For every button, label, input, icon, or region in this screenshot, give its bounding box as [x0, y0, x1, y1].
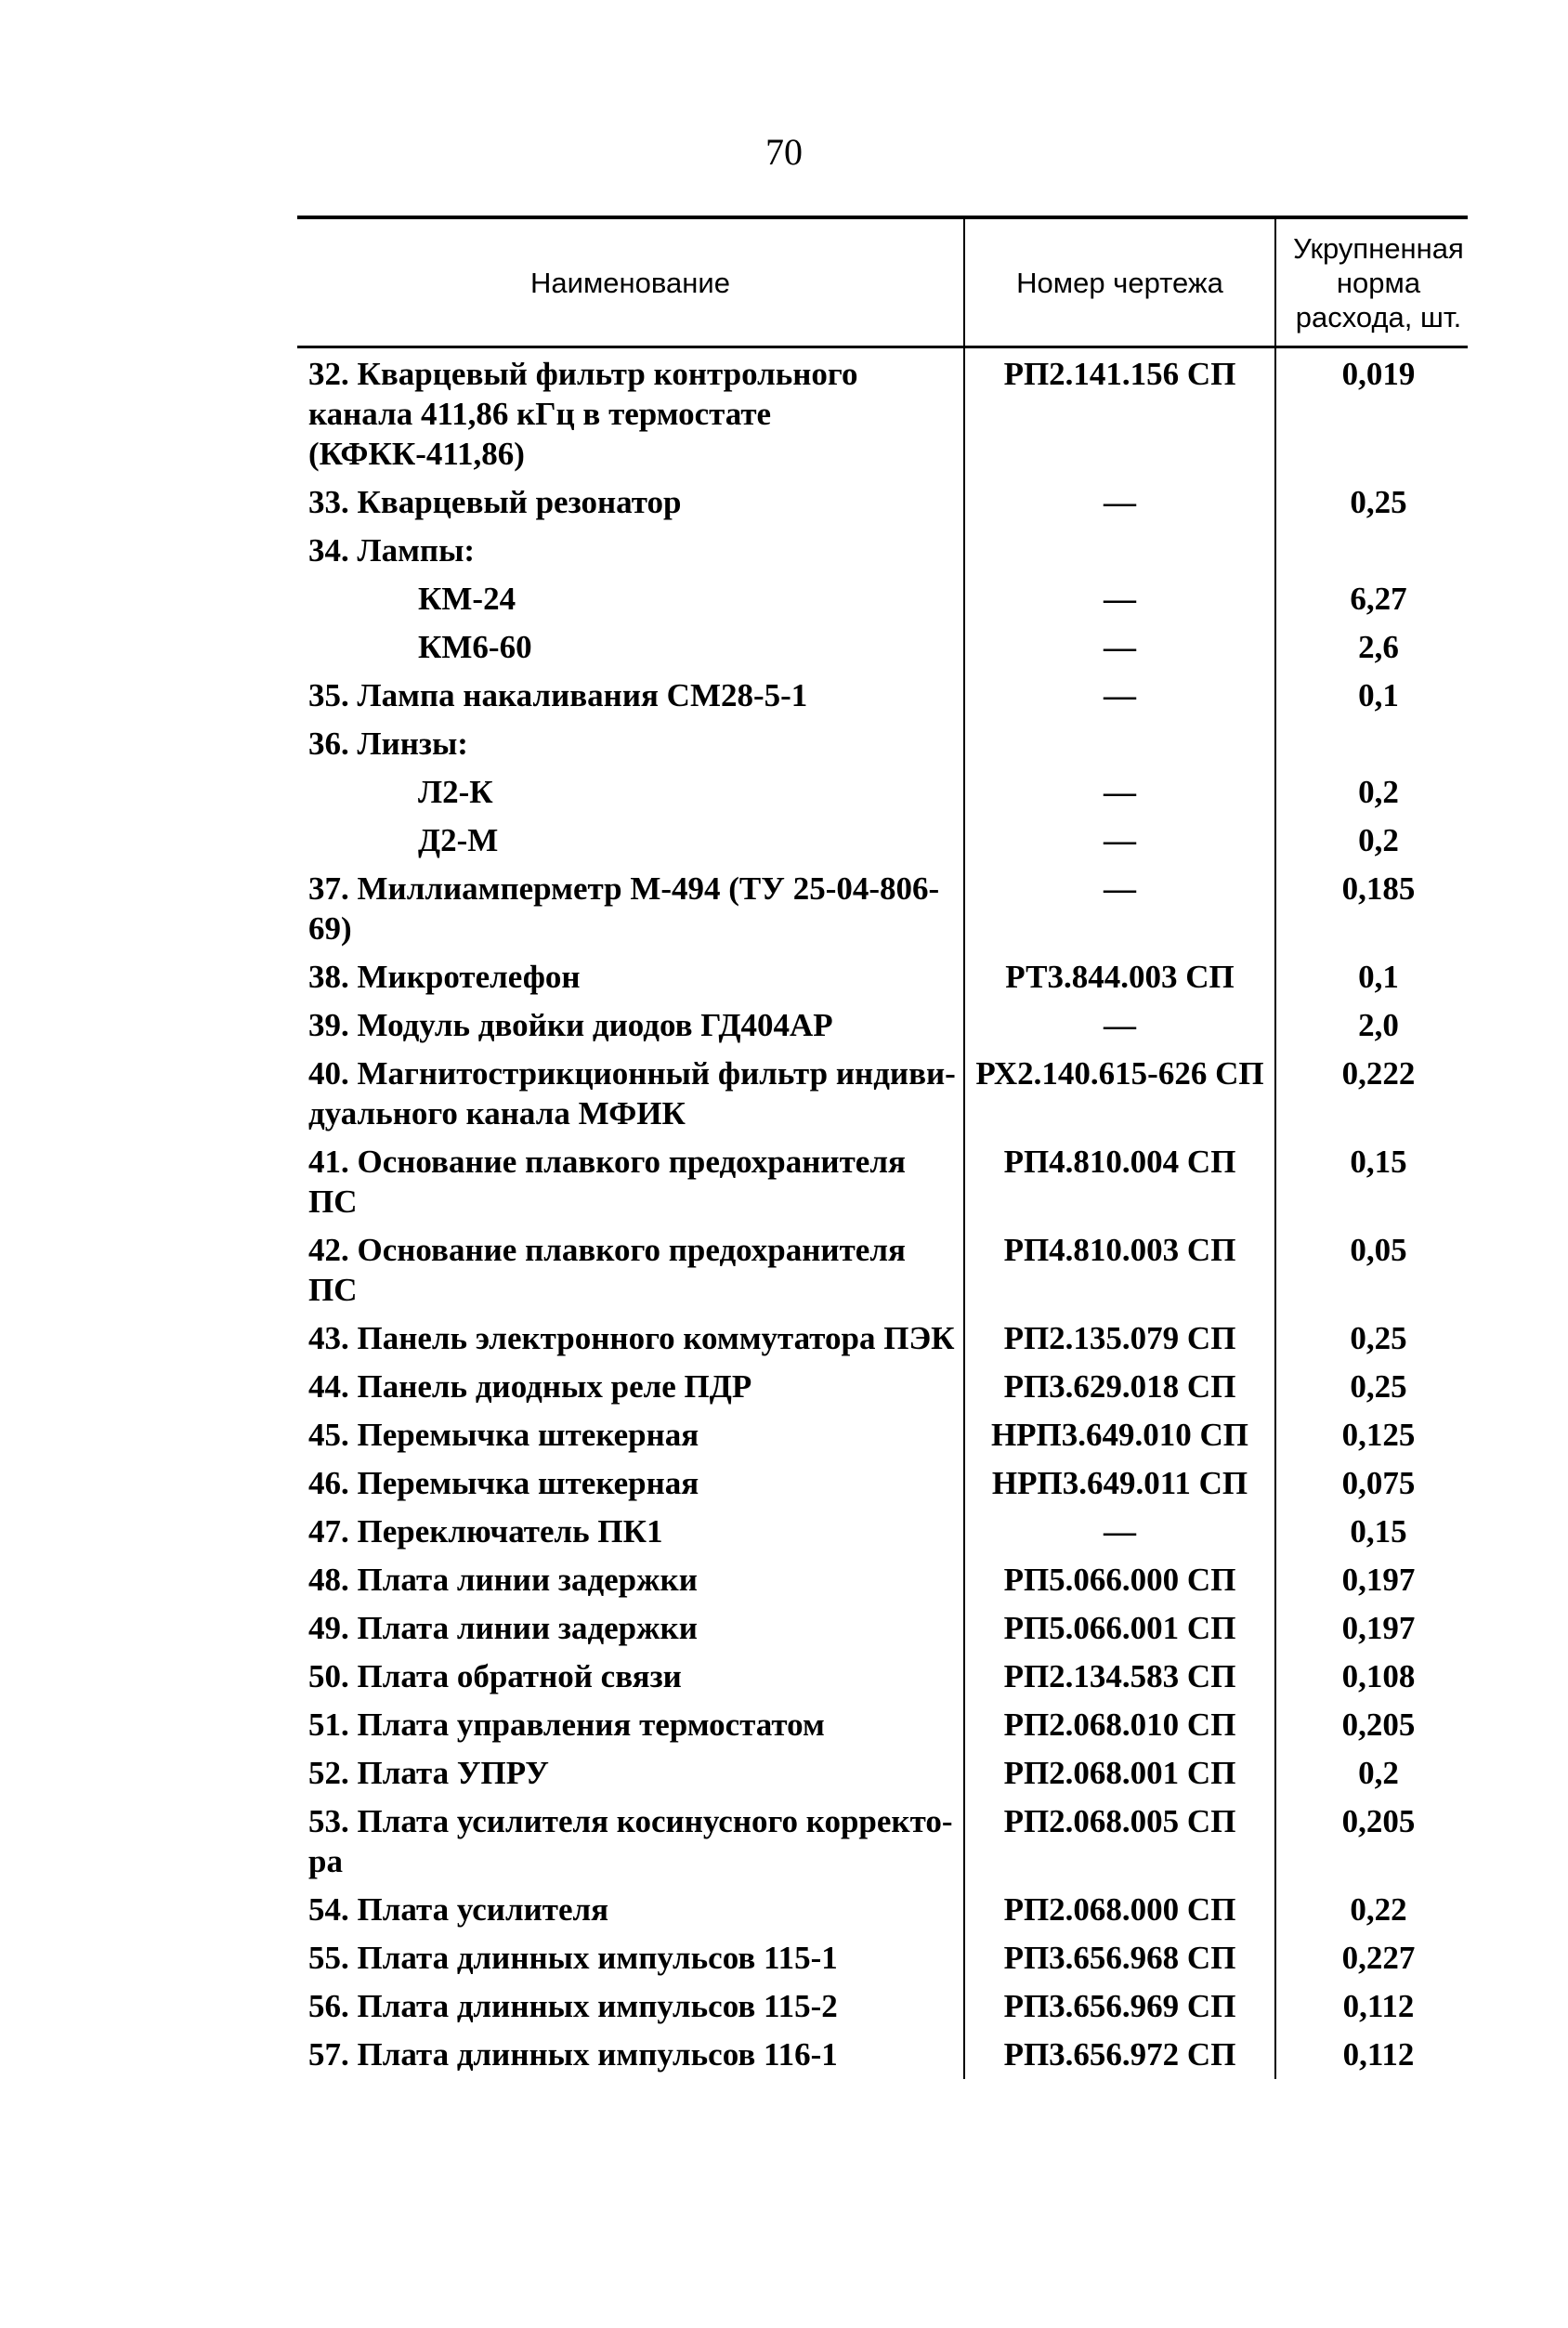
page-number: 70 [765, 131, 803, 173]
drawing-number: РП5.066.001 СП [964, 1604, 1275, 1653]
norm-value: 0,1 [1275, 953, 1468, 1001]
header-norm-line1: Укрупненная [1293, 231, 1464, 265]
norm-value: 2,6 [1275, 623, 1468, 672]
norm-value: 0,1 [1275, 672, 1468, 720]
item-name: 49. Плата линии задержки [308, 1610, 698, 1646]
drawing-number: — [964, 478, 1275, 527]
drawing-number: РП2.141.156 СП [964, 347, 1275, 479]
table-row [297, 1749, 1468, 1798]
norm-value: 0,2 [1275, 1749, 1468, 1798]
item-name: 40. Магнитострикционный фильтр индиви-дуального канала МФИК [308, 1055, 956, 1131]
item-name: 56. Плата длинных импульсов 115-2 [308, 1988, 838, 2024]
drawing-number: НРП3.649.011 СП [964, 1459, 1275, 1508]
drawing-number: — [964, 865, 1275, 953]
item-name: 35. Лампа накаливания СМ28-5-1 [308, 677, 808, 713]
table-row [297, 1556, 1468, 1604]
item-name: 33. Кварцевый резонатор [308, 484, 682, 520]
item-name: 54. Плата усилителя [308, 1891, 609, 1928]
drawing-number: РП2.068.001 СП [964, 1749, 1275, 1798]
norm-value: 0,019 [1275, 347, 1468, 479]
drawing-number: — [964, 768, 1275, 817]
header-name: Наименование [297, 217, 964, 347]
drawing-number: РП4.810.003 СП [964, 1226, 1275, 1314]
drawing-number: РП3.629.018 СП [964, 1363, 1275, 1411]
table-row [297, 1314, 1468, 1363]
norm-value: 0,25 [1275, 478, 1468, 527]
item-name: 51. Плата управления термостатом [308, 1707, 825, 1743]
norm-value: 0,108 [1275, 1653, 1468, 1701]
drawing-number: — [964, 1508, 1275, 1556]
item-name: 46. Перемычка штекерная [308, 1465, 699, 1501]
table-row [297, 347, 1468, 479]
drawing-number [964, 720, 1275, 768]
table-row [297, 1982, 1468, 2031]
drawing-number: РХ2.140.615-626 СП [964, 1050, 1275, 1138]
header-drawing-number: Номер чертежа [964, 217, 1275, 347]
header-norm-line2: норма [1336, 266, 1421, 299]
norm-value: 0,075 [1275, 1459, 1468, 1508]
item-name: 34. Лампы: [308, 532, 476, 569]
norm-value: 0,125 [1275, 1411, 1468, 1459]
item-name: 42. Основание плавкого предохранителя ПС [308, 1232, 906, 1308]
item-name: 55. Плата длинных импульсов 115-1 [308, 1940, 838, 1976]
header-norm [1275, 217, 1468, 347]
item-name: 44. Панель диодных реле ПДР [308, 1368, 752, 1405]
norm-value: 0,15 [1275, 1138, 1468, 1226]
table-row [297, 1886, 1468, 1934]
item-name: 57. Плата длинных импульсов 116-1 [308, 2036, 838, 2073]
drawing-number: НРП3.649.010 СП [964, 1411, 1275, 1459]
item-name: 53. Плата усилителя косинусного корректо-ра [308, 1803, 953, 1879]
table-row [297, 2031, 1468, 2079]
norm-value: 0,22 [1275, 1886, 1468, 1934]
header-norm-line3: расхода, шт. [1295, 300, 1462, 334]
norm-value: 0,112 [1275, 1982, 1468, 2031]
norm-value: 0,05 [1275, 1226, 1468, 1314]
drawing-number: — [964, 623, 1275, 672]
drawing-number: РТ3.844.003 СП [964, 953, 1275, 1001]
drawing-number: — [964, 672, 1275, 720]
materials-table-container [297, 216, 1468, 2079]
table-row [297, 1653, 1468, 1701]
drawing-number: РП2.068.010 СП [964, 1701, 1275, 1749]
norm-value: 2,0 [1275, 1001, 1468, 1050]
norm-value: 0,197 [1275, 1604, 1468, 1653]
norm-value: 0,25 [1275, 1314, 1468, 1363]
item-name: 41. Основание плавкого предохранителя ПС [308, 1144, 906, 1220]
item-name: 37. Миллиамперметр М-494 (ТУ 25-04-806-69) [308, 870, 940, 947]
table-row [297, 953, 1468, 1001]
drawing-number: РП2.134.583 СП [964, 1653, 1275, 1701]
item-name: 39. Модуль двойки диодов ГД404АР [308, 1007, 833, 1043]
drawing-number: РП2.068.000 СП [964, 1886, 1275, 1934]
table-row [297, 1798, 1468, 1886]
table-row [297, 817, 1468, 865]
norm-value: 0,25 [1275, 1363, 1468, 1411]
table-row [297, 1050, 1468, 1138]
table-row [297, 1459, 1468, 1508]
norm-value: 0,112 [1275, 2031, 1468, 2079]
table-row [297, 1363, 1468, 1411]
table-header-row [297, 217, 1468, 347]
norm-value: 0,205 [1275, 1798, 1468, 1886]
table-row [297, 1701, 1468, 1749]
item-name: 43. Панель электронного коммутатора ПЭК [308, 1320, 955, 1356]
table-body [297, 347, 1468, 2080]
table-row [297, 1001, 1468, 1050]
item-name: 32. Кварцевый фильтр контрольного канала 411,86 кГц в термостате (КФКК-411,86) [308, 356, 858, 472]
norm-value: 0,227 [1275, 1934, 1468, 1982]
table-row [297, 1138, 1468, 1226]
item-name: Д2-М [418, 822, 499, 858]
table-row [297, 527, 1468, 575]
drawing-number: РП3.656.972 СП [964, 2031, 1275, 2079]
drawing-number: — [964, 1001, 1275, 1050]
drawing-number: РП3.656.969 СП [964, 1982, 1275, 2031]
item-name: 50. Плата обратной связи [308, 1658, 682, 1694]
item-name: 48. Плата линии задержки [308, 1562, 698, 1598]
drawing-number: РП4.810.004 СП [964, 1138, 1275, 1226]
table-row [297, 575, 1468, 623]
norm-value [1275, 527, 1468, 575]
drawing-number: — [964, 817, 1275, 865]
item-name: 52. Плата УПРУ [308, 1755, 549, 1791]
item-name: Л2-К [418, 774, 493, 810]
table-row [297, 865, 1468, 953]
norm-value: 0,2 [1275, 817, 1468, 865]
table-row [297, 623, 1468, 672]
table-row [297, 672, 1468, 720]
table-row [297, 1508, 1468, 1556]
norm-value: 0,15 [1275, 1508, 1468, 1556]
item-name: 45. Перемычка штекерная [308, 1417, 699, 1453]
item-name: 38. Микротелефон [308, 959, 581, 995]
drawing-number: — [964, 575, 1275, 623]
norm-value: 0,197 [1275, 1556, 1468, 1604]
norm-value: 0,205 [1275, 1701, 1468, 1749]
item-name: КМ6-60 [418, 629, 532, 665]
drawing-number: РП3.656.968 СП [964, 1934, 1275, 1982]
table-row [297, 478, 1468, 527]
item-name: 36. Линзы: [308, 726, 468, 762]
table-row [297, 1226, 1468, 1314]
drawing-number: РП2.068.005 СП [964, 1798, 1275, 1886]
table-row [297, 1604, 1468, 1653]
norm-value: 0,2 [1275, 768, 1468, 817]
table-row [297, 1411, 1468, 1459]
norm-value: 0,222 [1275, 1050, 1468, 1138]
item-name: 47. Переключатель ПК1 [308, 1513, 663, 1550]
item-name: КМ-24 [418, 581, 516, 617]
norm-value [1275, 720, 1468, 768]
drawing-number: РП5.066.000 СП [964, 1556, 1275, 1604]
norm-value: 0,185 [1275, 865, 1468, 953]
table-row [297, 1934, 1468, 1982]
norm-value: 6,27 [1275, 575, 1468, 623]
materials-norm-table [297, 216, 1468, 2079]
drawing-number [964, 527, 1275, 575]
table-row [297, 768, 1468, 817]
table-row [297, 720, 1468, 768]
drawing-number: РП2.135.079 СП [964, 1314, 1275, 1363]
